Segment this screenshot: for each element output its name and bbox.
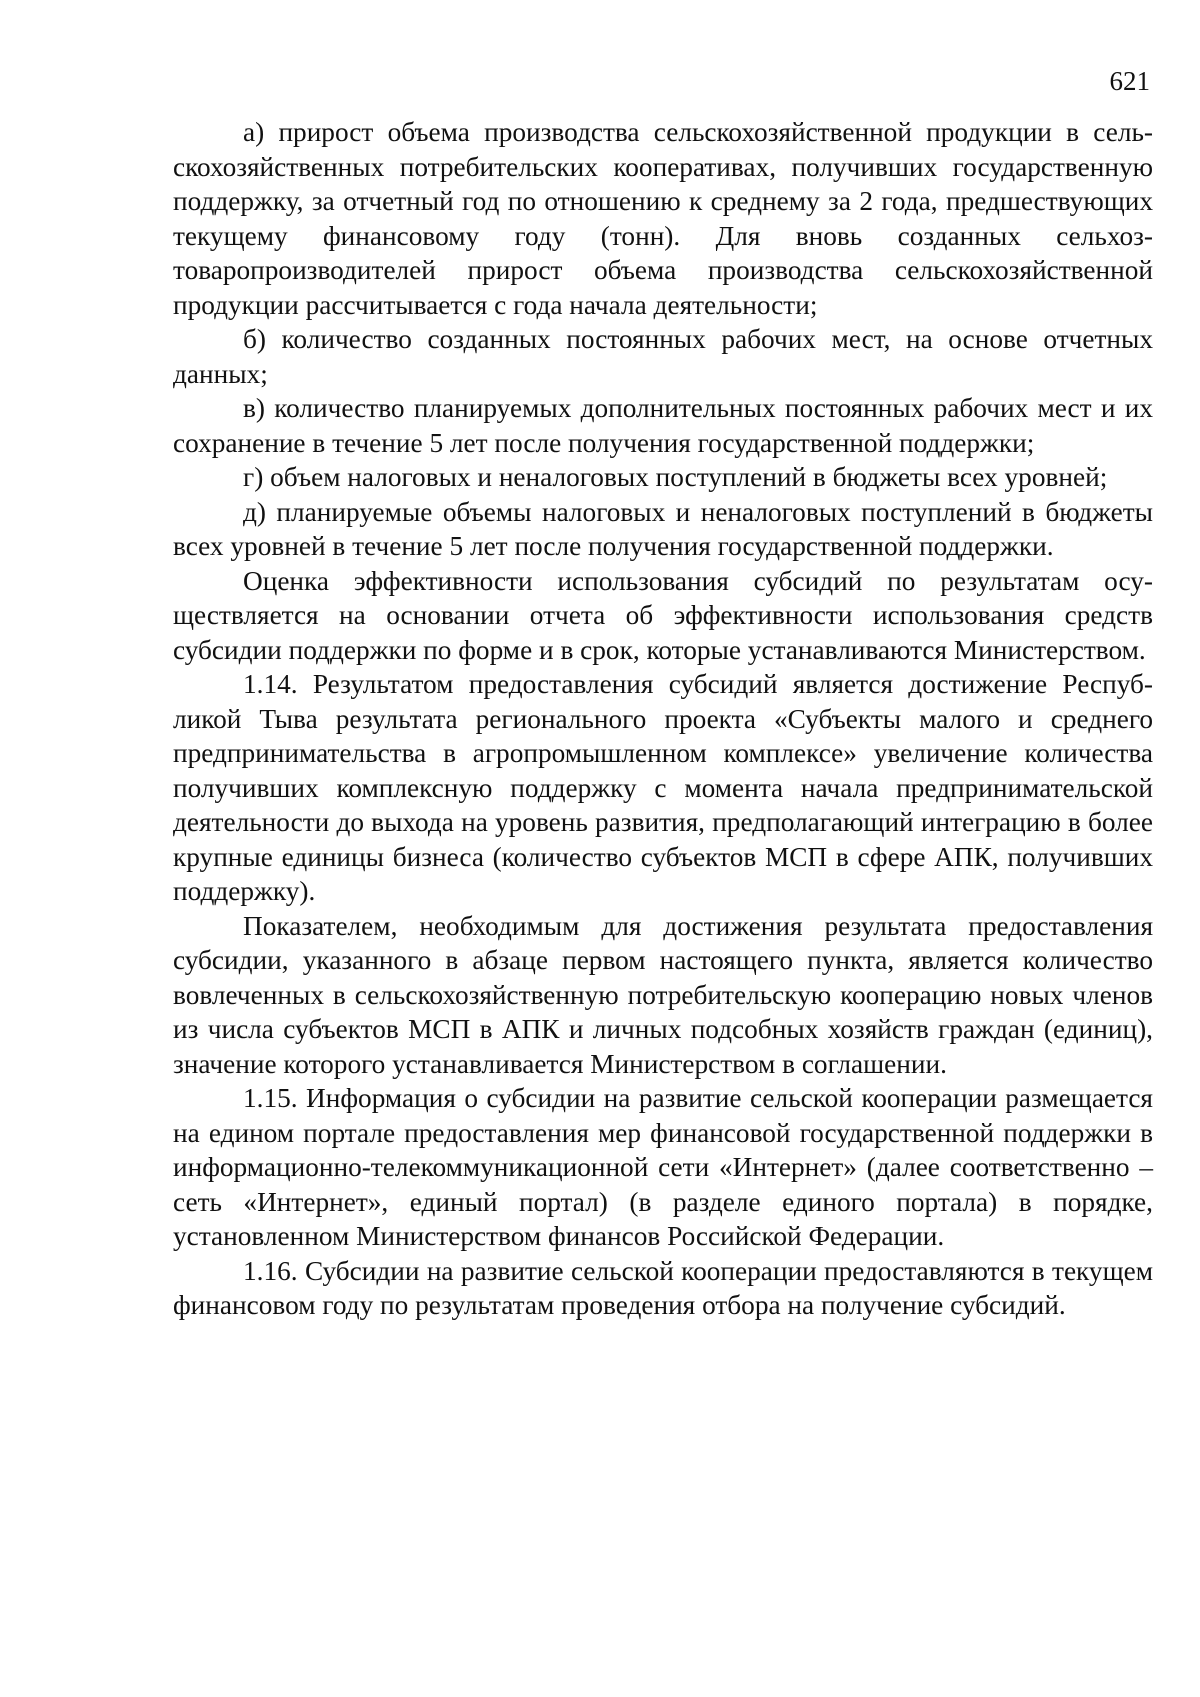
page-number: 621 <box>1109 66 1150 96</box>
paragraph-v-planned-jobs: в) количество планируемых дополнительных постоянных рабочих мест и их сохранение в течение 5 лет после получения государственной поддержки; <box>173 393 1153 458</box>
paragraph-1-14-result: 1.14. Результатом предоставления субсидий является достижение Республикой Тыва результата регионального проекта «Субъекты малого и среднего предпринимательства в агропромышленном комплексе» увеличение количества получивших комплексную поддержку с момента начала предпринимательской деятельности до выхода на уровень развития, предполагающий интеграцию в более крупные единицы бизнеса (количество субъектов МСП в сфере АПК, получивших поддержку). <box>173 669 1153 906</box>
paragraph-1-16-selection: 1.16. Субсидии на развитие сельской кооперации предоставляются в текущем финансовом году по результатам проведения отбора на получение субсидий. <box>173 1255 1153 1320</box>
paragraph-indicator: Показателем, необходимым для достижения результата предоставления субсидии, указанного в абзаце первом настоящего пункта, является количество вовлеченных в сельскохозяйственную потребительскую кооперацию новых членов из числа субъектов МСП в АПК и личных подсобных хозяйств граждан (единиц), значение которого устанавливается Министерством в соглашении. <box>173 910 1153 1079</box>
document-body <box>173 115 1153 1323</box>
paragraph-b-jobs-created: б) количество созданных постоянных рабочих мест, на основе отчетных данных; <box>173 324 1153 389</box>
paragraph-1-15-information: 1.15. Информация о субсидии на развитие сельской кооперации размещается на едином портале предоставления мер финансовой государственной поддержки в информационно-телекоммуникационной сети «Интернет» (далее соответственно – сеть «Интернет», единый портал) (в разделе единого портала) в порядке, установленном Министерством финансов Российской Федерации. <box>173 1083 1153 1251</box>
paragraph-a-production-growth: а) прирост объема производства сельскохозяйственной продукции в сельскохозяйственных потребительских кооперативах, получивших государственную поддержку, за отчетный год по отношению к среднему за 2 года, предшествующих текущему финансовому году (тонн). Для вновь созданных сельхозтоваропроизводителей прирост объема производства сельскохозяйственной продукции рассчитывается с года начала деятельности; <box>173 117 1153 320</box>
paragraph-d-planned-tax-revenue: д) планируемые объемы налоговых и неналоговых поступлений в бюджеты всех уровней в течение 5 лет после получения государственной поддержки. <box>173 496 1153 561</box>
paragraph-efficiency-assessment: Оценка эффективности использования субсидий по результатам осуществляется на основании отчета об эффективности использования средств субсидии поддержки по форме и в срок, которые устанавливаются Министерством. <box>173 565 1153 665</box>
paragraph-g-tax-revenue: г) объем налоговых и неналоговых поступлений в бюджеты всех уровней; <box>243 462 1108 492</box>
